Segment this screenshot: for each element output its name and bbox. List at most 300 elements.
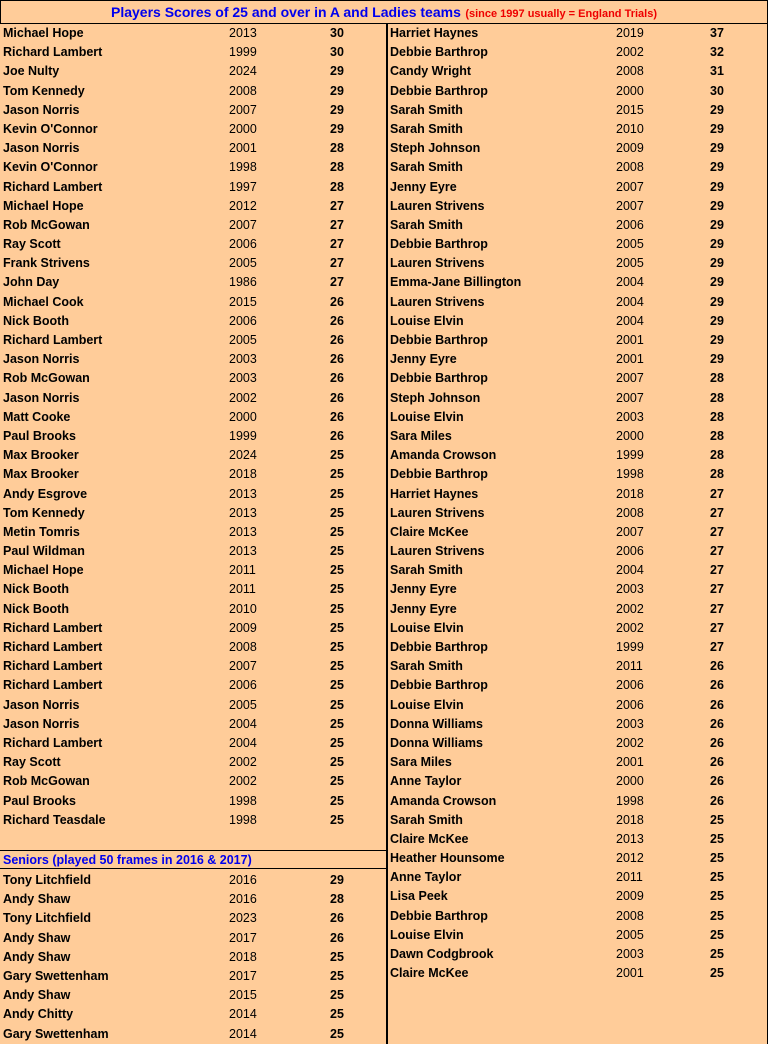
player-name: Lauren Strivens [390,544,485,559]
player-score: 25 [330,563,344,578]
player-score: 25 [330,774,344,789]
player-name: Debbie Barthrop [390,333,488,347]
player-year: 2023 [229,911,257,926]
player-name: Donna Williams [390,716,483,731]
table-row [388,638,768,657]
player-name: Tony Litchfield [3,873,91,887]
player-name: Sara Miles [390,428,452,443]
player-year: 2008 [616,908,644,923]
player-name: Ray Scott [3,755,61,770]
player-score: 27 [710,601,724,616]
player-year: 2007 [616,198,644,213]
seniors-list [0,871,387,1044]
player-name: Tom Kennedy [3,83,85,98]
player-score: 26 [710,735,724,750]
table-row [388,82,768,101]
player-score: 29 [330,102,344,117]
player-year: 2016 [229,873,257,887]
player-score: 26 [330,911,344,926]
player-year: 2005 [616,256,644,271]
player-year: 2024 [229,64,257,79]
player-year: 2002 [229,755,257,770]
player-year: 1998 [229,793,257,808]
player-year: 2001 [616,352,644,367]
player-score: 25 [330,678,344,693]
player-score: 29 [710,294,724,309]
player-score: 29 [710,179,724,194]
player-score: 27 [710,620,724,635]
player-score: 26 [710,755,724,770]
player-year: 2002 [616,601,644,616]
player-score: 25 [710,966,724,981]
player-score: 25 [710,831,724,846]
player-score: 28 [710,390,724,405]
player-score: 25 [710,908,724,923]
player-year: 2000 [616,774,644,789]
player-name: Kevin O'Connor [3,121,98,136]
player-year: 2004 [616,275,644,290]
player-year: 2004 [616,294,644,309]
player-year: 2013 [229,505,257,520]
player-year: 2004 [616,313,644,328]
player-score: 30 [710,83,724,98]
player-name: Richard Teasdale [3,812,106,827]
player-name: Sarah Smith [390,659,463,674]
player-year: 2006 [616,678,644,693]
player-name: Rob McGowan [3,371,90,386]
table-row [0,485,387,504]
player-year: 2005 [616,237,644,252]
table-row [0,929,387,948]
player-year: 2002 [616,620,644,635]
player-score: 25 [330,793,344,808]
table-row [0,542,387,561]
player-score: 28 [330,141,344,156]
player-name: Michael Hope [3,26,84,40]
table-row [388,523,768,542]
player-year: 2001 [616,966,644,981]
player-name: Richard Lambert [3,678,103,693]
player-year: 2015 [229,988,257,1003]
player-name: Harriet Haynes [390,486,479,501]
table-row [388,753,768,772]
player-name: Nick Booth [3,313,69,328]
player-name: Steph Johnson [390,141,481,156]
player-year: 2000 [616,428,644,443]
player-name: Ray Scott [3,237,61,252]
player-name: Jenny Eyre [390,582,457,597]
player-score: 29 [710,256,724,271]
player-name: Sarah Smith [390,563,463,578]
player-name: Claire McKee [390,831,469,846]
player-score: 25 [330,1007,344,1022]
player-year: 2006 [616,217,644,232]
player-name: Louise Elvin [390,620,464,635]
player-year: 1999 [616,640,644,654]
player-name: Debbie Barthrop [390,83,488,98]
player-name: Sarah Smith [390,217,463,232]
player-year: 2013 [229,486,257,501]
player-year: 1999 [229,45,257,60]
player-year: 2000 [229,409,257,424]
player-score: 26 [330,409,344,424]
player-name: Matt Cooke [3,409,71,424]
player-year: 1986 [229,275,257,290]
table-row [388,561,768,580]
player-year: 2007 [616,371,644,386]
table-row [388,792,768,811]
table-row [388,101,768,120]
player-score: 27 [330,217,344,232]
player-year: 2005 [616,927,644,942]
player-name: Amanda Crowson [390,448,497,463]
player-year: 2009 [616,141,644,156]
player-score: 28 [330,160,344,175]
table-row [388,772,768,791]
player-score: 31 [710,64,724,79]
player-name: Debbie Barthrop [390,640,488,654]
player-year: 2004 [229,716,257,731]
player-year: 2000 [616,83,644,98]
player-name: Anne Taylor [390,870,462,885]
table-row [388,887,768,906]
player-name: Jason Norris [3,390,80,405]
player-year: 2008 [229,83,257,98]
player-score: 25 [330,755,344,770]
player-name: Jason Norris [3,716,80,731]
player-name: Jason Norris [3,697,80,712]
player-score: 25 [330,735,344,750]
player-year: 1998 [229,160,257,175]
a-team-list [0,24,387,830]
player-name: Sarah Smith [390,121,463,136]
player-year: 2012 [229,198,257,213]
player-score: 26 [330,333,344,347]
table-row [388,197,768,216]
table-row [388,600,768,619]
player-name: Jason Norris [3,352,80,367]
player-year: 1998 [616,467,644,482]
player-name: Paul Brooks [3,428,76,443]
table-row [388,273,768,292]
table-row [388,676,768,695]
player-score: 27 [710,486,724,501]
player-year: 2002 [616,735,644,750]
player-name: Andy Shaw [3,949,71,964]
table-row [0,792,387,811]
table-row [388,139,768,158]
player-score: 26 [710,697,724,712]
player-name: Dawn Codgbrook [390,947,494,961]
table-row [0,389,387,408]
player-name: Nick Booth [3,601,69,616]
player-name: Jenny Eyre [390,179,457,194]
player-year: 2005 [229,256,257,271]
player-name: Jenny Eyre [390,601,457,616]
player-score: 26 [710,774,724,789]
player-score: 29 [710,333,724,347]
player-year: 2007 [616,390,644,405]
player-name: Frank Strivens [3,256,90,271]
player-score: 25 [710,812,724,827]
table-row [388,293,768,312]
player-year: 2013 [229,524,257,539]
player-score: 27 [710,544,724,559]
player-name: Richard Lambert [3,179,103,194]
player-name: Richard Lambert [3,735,103,750]
table-row [0,216,387,235]
player-year: 2012 [616,851,644,866]
player-year: 1997 [229,179,257,194]
player-year: 2000 [229,121,257,136]
player-year: 2009 [229,620,257,635]
player-year: 2001 [616,333,644,347]
player-score: 26 [710,716,724,731]
player-score: 29 [710,275,724,290]
sheet-title [0,0,768,24]
table-row [388,120,768,139]
table-row [0,619,387,638]
player-score: 29 [330,121,344,136]
table-row [0,139,387,158]
player-score: 29 [710,141,724,156]
table-row [388,907,768,926]
player-score: 26 [330,294,344,309]
player-year: 2008 [616,505,644,520]
table-row [0,197,387,216]
player-name: Richard Lambert [3,620,103,635]
table-row [388,504,768,523]
table-row [388,43,768,62]
table-row [0,254,387,273]
player-year: 2006 [616,697,644,712]
table-row [388,350,768,369]
player-score: 26 [710,793,724,808]
player-name: Rob McGowan [3,774,90,789]
table-row [388,254,768,273]
player-name: Donna Williams [390,735,483,750]
table-row [388,312,768,331]
player-year: 2014 [229,1007,257,1022]
player-score: 27 [330,237,344,252]
player-score: 25 [330,949,344,964]
table-row [0,331,387,350]
player-name: Debbie Barthrop [390,371,488,386]
table-row [0,369,387,388]
table-row [0,871,387,890]
player-score: 25 [330,524,344,539]
player-year: 2011 [229,563,256,578]
player-year: 2017 [229,930,257,945]
player-score: 28 [710,448,724,463]
player-score: 26 [330,428,344,443]
player-year: 2013 [616,831,644,846]
player-year: 2002 [229,390,257,405]
player-score: 29 [710,217,724,232]
player-name: Lauren Strivens [390,198,485,213]
player-year: 2007 [616,179,644,194]
player-name: Sara Miles [390,755,452,770]
player-year: 1999 [616,448,644,463]
player-score: 27 [710,640,724,654]
player-score: 28 [710,428,724,443]
player-score: 25 [330,1026,344,1041]
player-name: Emma-Jane Billington [390,275,522,290]
player-year: 2002 [616,45,644,60]
player-year: 2018 [229,467,257,482]
player-year: 1998 [229,812,257,827]
player-name: Max Brooker [3,448,79,463]
table-row [388,24,768,43]
table-row [0,772,387,791]
table-row [0,82,387,101]
player-name: Rob McGowan [3,217,90,232]
player-year: 2005 [229,333,257,347]
player-name: Amanda Crowson [390,793,497,808]
player-name: Max Brooker [3,467,79,482]
player-name: Andy Esgrove [3,486,88,501]
table-row [0,600,387,619]
player-score: 26 [330,390,344,405]
player-score: 25 [330,640,344,654]
player-year: 2004 [229,735,257,750]
table-row [388,830,768,849]
table-row [0,235,387,254]
table-row [0,293,387,312]
table-row [388,62,768,81]
player-score: 25 [710,870,724,885]
player-name: Tom Kennedy [3,505,85,520]
player-score: 29 [710,352,724,367]
player-year: 2003 [229,371,257,386]
table-row [0,909,387,928]
table-row [0,890,387,909]
table-row [0,753,387,772]
table-row [388,619,768,638]
table-row [388,696,768,715]
player-score: 32 [710,45,724,60]
ladies-list [388,24,768,983]
table-row [0,178,387,197]
player-score: 29 [330,873,344,887]
table-row [0,561,387,580]
player-name: Louise Elvin [390,409,464,424]
table-row [388,331,768,350]
table-row [0,465,387,484]
table-row [0,715,387,734]
player-name: Lauren Strivens [390,256,485,271]
table-row [0,986,387,1005]
player-score: 25 [330,448,344,463]
player-year: 2002 [229,774,257,789]
table-row [388,216,768,235]
table-row [0,657,387,676]
player-name: Candy Wright [390,64,472,79]
player-score: 28 [330,892,344,907]
table-row [0,1025,387,1044]
player-name: Debbie Barthrop [390,908,488,923]
player-score: 28 [710,409,724,424]
table-row [0,62,387,81]
player-year: 2007 [229,217,257,232]
player-year: 1998 [616,793,644,808]
player-name: Gary Swettenham [3,1026,109,1041]
player-name: Tony Litchfield [3,911,91,926]
player-name: Sarah Smith [390,812,463,827]
player-name: Sarah Smith [390,160,463,175]
player-score: 25 [710,889,724,904]
player-year: 2003 [616,947,644,961]
player-name: Louise Elvin [390,313,464,328]
player-name: Heather Hounsome [390,851,505,866]
player-name: Metin Tomris [3,524,80,539]
player-name: Debbie Barthrop [390,45,488,60]
player-name: Debbie Barthrop [390,237,488,252]
table-row [0,948,387,967]
seniors-heading: Seniors (played 50 frames in 2016 & 2017) [0,850,386,869]
player-name: Joe Nulty [3,64,60,79]
table-row [0,120,387,139]
player-year: 2013 [229,26,257,40]
table-row [388,408,768,427]
player-score: 25 [330,486,344,501]
player-score: 25 [710,927,724,942]
player-year: 2015 [616,102,644,117]
player-year: 2008 [616,64,644,79]
table-row [388,811,768,830]
player-year: 2011 [616,870,643,885]
player-name: Andy Shaw [3,988,71,1003]
player-name: Debbie Barthrop [390,678,488,693]
table-row [0,24,387,43]
player-year: 2008 [616,160,644,175]
table-row [0,273,387,292]
player-year: 2003 [229,352,257,367]
player-score: 25 [330,620,344,635]
player-year: 2015 [229,294,257,309]
table-row [388,485,768,504]
player-score: 30 [330,26,344,40]
player-score: 27 [710,582,724,597]
table-row [388,542,768,561]
table-row [0,504,387,523]
title-subtitle: (since 1997 usually = England Trials) [465,8,657,20]
player-score: 29 [330,83,344,98]
player-score: 29 [710,102,724,117]
player-year: 2018 [616,486,644,501]
player-name: Anne Taylor [390,774,462,789]
player-score: 25 [330,716,344,731]
table-row [0,446,387,465]
player-score: 29 [330,64,344,79]
table-row [388,715,768,734]
table-row [0,638,387,657]
player-year: 2007 [616,524,644,539]
table-row [0,811,387,830]
player-year: 2018 [229,949,257,964]
player-score: 37 [710,26,724,40]
player-score: 25 [330,988,344,1003]
table-row [0,676,387,695]
table-row [388,235,768,254]
table-row [388,446,768,465]
player-name: Richard Lambert [3,333,103,347]
player-score: 27 [710,505,724,520]
table-row [0,158,387,177]
player-name: Paul Wildman [3,544,85,559]
player-name: Jason Norris [3,141,80,156]
table-row [388,926,768,945]
